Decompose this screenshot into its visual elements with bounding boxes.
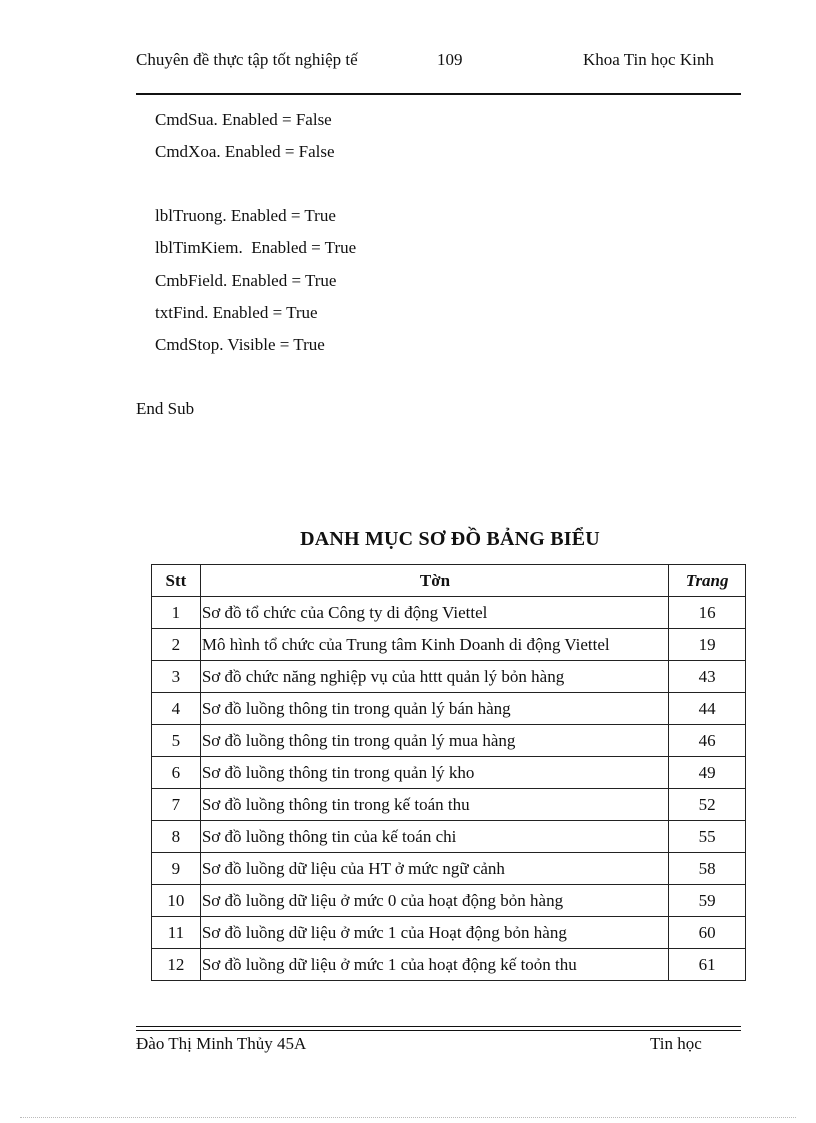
code-line: lblTimKiem. Enabled = True — [155, 238, 357, 257]
row-name: Sơ đồ luồng thông tin trong quản lý bán hàng — [200, 693, 668, 725]
code-line: lblTruong. Enabled = True — [155, 206, 336, 225]
toc-header-page: Trang — [669, 565, 746, 597]
table-row — [152, 949, 746, 981]
code-line: CmdStop. Visible = True — [155, 335, 325, 354]
toc-title: DANH MỤC SƠ ĐỒ BẢNG BIỂU — [300, 528, 600, 550]
row-name: Sơ đồ luồng dữ liệu ở mức 0 của hoạt động bỏn hàng — [200, 885, 668, 917]
row-stt: 4 — [152, 693, 201, 725]
row-name: Sơ đồ luồng dữ liệu ở mức 1 của hoạt động kế toỏn thu — [200, 949, 668, 981]
page-bottom-border — [20, 1117, 796, 1118]
code-line: CmdXoa. Enabled = False — [155, 142, 335, 161]
row-page: 60 — [669, 917, 746, 949]
row-name: Sơ đồ luồng dữ liệu ở mức 1 của Hoạt động bỏn hàng — [200, 917, 668, 949]
table-row — [152, 917, 746, 949]
header-faculty: Khoa Tin học Kinh — [583, 50, 714, 69]
table-row — [152, 757, 746, 789]
footer-department: Tin học — [650, 1034, 702, 1053]
toc-header-row — [152, 565, 746, 597]
row-stt: 11 — [152, 917, 201, 949]
toc-header-stt: Stt — [152, 565, 201, 597]
row-page: 58 — [669, 853, 746, 885]
code-line: txtFind. Enabled = True — [155, 303, 318, 322]
footer-divider — [136, 1026, 741, 1031]
row-stt: 8 — [152, 821, 201, 853]
row-page: 16 — [669, 597, 746, 629]
row-page: 52 — [669, 789, 746, 821]
code-end-sub: End Sub — [136, 399, 195, 418]
code-line: CmdSua. Enabled = False — [155, 110, 332, 129]
row-stt: 9 — [152, 853, 201, 885]
row-page: 46 — [669, 725, 746, 757]
row-stt: 6 — [152, 757, 201, 789]
row-page: 43 — [669, 661, 746, 693]
row-name: Sơ đồ luồng thông tin của kế toán chi — [200, 821, 668, 853]
header-document-title: Chuyên đề thực tập tốt nghiệp tế — [136, 50, 358, 69]
row-stt: 7 — [152, 789, 201, 821]
header-page-number: 109 — [437, 50, 463, 69]
table-row — [152, 725, 746, 757]
row-page: 59 — [669, 885, 746, 917]
table-row — [152, 853, 746, 885]
toc-header-name: Tờn — [200, 565, 668, 597]
row-page: 61 — [669, 949, 746, 981]
row-name: Sơ đồ tổ chức của Công ty di động Viettel — [200, 597, 668, 629]
row-page: 44 — [669, 693, 746, 725]
table-row — [152, 821, 746, 853]
row-name: Mô hình tổ chức của Trung tâm Kinh Doanh di động Viettel — [200, 629, 668, 661]
row-name: Sơ đồ luồng thông tin trong kế toán thu — [200, 789, 668, 821]
table-row — [152, 597, 746, 629]
row-name: Sơ đồ chức năng nghiệp vụ của httt quản lý bỏn hàng — [200, 661, 668, 693]
row-page: 49 — [669, 757, 746, 789]
row-stt: 12 — [152, 949, 201, 981]
table-row — [152, 693, 746, 725]
table-row — [152, 885, 746, 917]
code-line: CmbField. Enabled = True — [155, 271, 337, 290]
header-divider — [136, 93, 741, 95]
table-row — [152, 661, 746, 693]
table-row — [152, 789, 746, 821]
row-stt: 10 — [152, 885, 201, 917]
row-page: 19 — [669, 629, 746, 661]
row-name: Sơ đồ luồng thông tin trong quản lý kho — [200, 757, 668, 789]
row-stt: 5 — [152, 725, 201, 757]
footer-author: Đào Thị Minh Thủy 45A — [136, 1034, 307, 1053]
row-name: Sơ đồ luồng thông tin trong quản lý mua hàng — [200, 725, 668, 757]
row-name: Sơ đồ luồng dữ liệu của HT ở mức ngữ cảnh — [200, 853, 668, 885]
toc-table — [151, 564, 746, 981]
row-stt: 2 — [152, 629, 201, 661]
row-stt: 1 — [152, 597, 201, 629]
row-stt: 3 — [152, 661, 201, 693]
row-page: 55 — [669, 821, 746, 853]
table-row — [152, 629, 746, 661]
